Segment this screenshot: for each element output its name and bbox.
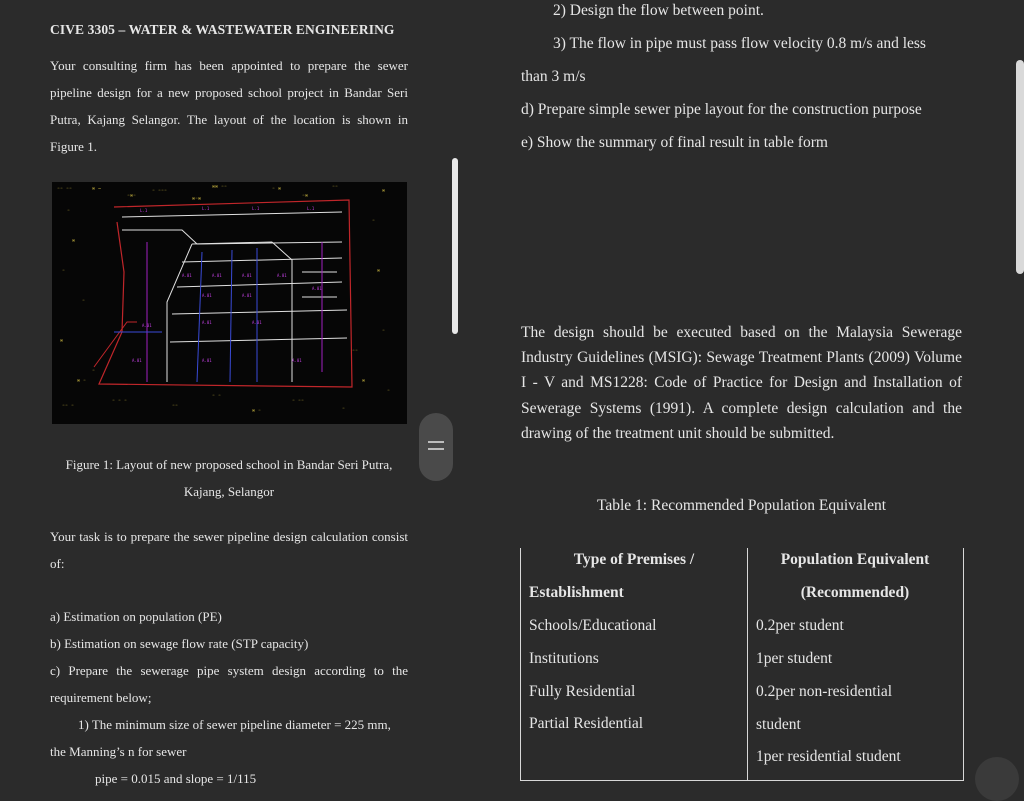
svg-text:A.01: A.01 [292, 358, 302, 363]
table-header-col2-line2: (Recommended) [800, 584, 910, 601]
svg-text:◦◦: ◦◦ [332, 184, 339, 190]
requirement-1-line1: 1) The minimum size of sewer pipeline diameter = 225 mm, [78, 717, 391, 732]
table-cell-pe: 1per residential student [756, 748, 901, 765]
floating-action-button[interactable] [975, 757, 1019, 801]
svg-text:∞: ∞ [60, 338, 64, 344]
requirement-1-line2: the Manning’s n for sewer [50, 744, 187, 759]
svg-text:∞: ∞ [72, 238, 76, 244]
task-item-c: c) Prepare the sewerage pipe system design according to the requirement below; [50, 663, 408, 705]
task-item-b: b) Estimation on sewage flow rate (STP capacity) [50, 636, 309, 651]
svg-text:A.01: A.01 [212, 273, 222, 278]
svg-text:A.01: A.01 [277, 273, 287, 278]
svg-text:A.01: A.01 [252, 320, 262, 325]
svg-text:A.01: A.01 [242, 293, 252, 298]
svg-text:A.01: A.01 [312, 286, 322, 291]
svg-text:∞: ∞ [377, 268, 381, 274]
design-paragraph: The design should be executed based on the Malaysia Sewerage Industry Guidelines (MSIG): Sewage Treatment Plants (2009) Volume I - V and MS1228: Code of Practice for Design and Installation of Sewerage Systems (1991). A complete design calculation and the drawing of the treatment unit should be submitted. [521, 324, 962, 442]
svg-text:◦: ◦ [372, 218, 376, 224]
svg-text:◦◦: ◦◦ [352, 348, 359, 354]
handle-grip-line [428, 448, 444, 450]
svg-text:L.1: L.1 [252, 206, 260, 211]
table-cell-pe: student [756, 716, 801, 733]
svg-text:∞ ◦: ∞ ◦ [252, 408, 262, 414]
svg-text:A.01: A.01 [202, 358, 212, 363]
page-scrollbar-thumb[interactable] [452, 158, 458, 334]
requirement-2: 2) Design the flow between point. [553, 2, 764, 19]
svg-text:◦ ◦ ◦: ◦ ◦ ◦ [112, 398, 128, 404]
table-cell-pe: 0.2per student [756, 617, 844, 634]
svg-text:◦: ◦ [62, 268, 66, 274]
svg-text:◦ ◦◦: ◦ ◦◦ [292, 398, 305, 404]
svg-text:◦: ◦ [382, 328, 386, 334]
svg-text:A.01: A.01 [202, 293, 212, 298]
table-header-col1-line1: Type of Premises / [573, 551, 695, 568]
svg-text:∞∞ ◦◦: ∞∞ ◦◦ [212, 184, 228, 190]
task-list [50, 603, 410, 792]
table-cell-pe: 0.2per non-residential [756, 683, 893, 700]
table-cell-premises: Partial Residential [529, 715, 644, 732]
handle-grip-line [428, 441, 444, 443]
svg-text:◦: ◦ [82, 298, 86, 304]
split-view-handle[interactable] [419, 413, 453, 481]
intro-paragraph: Your consulting firm has been appointed to prepare the sewer pipeline design for a new proposed school project in Bandar Seri Putra, Kajang Selangor. The layout of the location is shown in Figure 1. [50, 58, 408, 154]
requirement-3-line2: than 3 m/s [521, 68, 586, 85]
svg-text:◦ ∞: ◦ ∞ [272, 186, 282, 192]
table-column-divider [747, 548, 748, 780]
requirement-1-line3: pipe = 0.015 and slope = 1/115 [95, 771, 257, 786]
site-layout-drawing [52, 182, 407, 424]
table-cell-premises: Institutions [529, 650, 599, 667]
svg-text:◦: ◦ [387, 388, 391, 394]
figure-caption-line1: Figure 1: Layout of new proposed school in Bandar Seri Putra, [65, 457, 393, 472]
svg-text:∞◦∞: ∞◦∞ [192, 196, 202, 202]
svg-text:L.1: L.1 [307, 206, 315, 211]
svg-text:◦: ◦ [342, 406, 346, 412]
task-item-d: d) Prepare simple sewer pipe layout for the construction purpose [521, 101, 922, 118]
svg-text:◦∞: ◦∞ [302, 193, 309, 199]
table-title: Table 1: Recommended Population Equivalent [596, 497, 887, 514]
document-title: CIVE 3305 – WATER & WASTEWATER ENGINEERING [50, 22, 395, 37]
svg-text:A.01: A.01 [142, 323, 152, 328]
svg-text:∞ ◦: ∞ ◦ [77, 378, 87, 384]
svg-text:◦ ◦◦◦: ◦ ◦◦◦ [152, 188, 168, 194]
svg-text:∞: ∞ [362, 378, 366, 384]
table-cell-pe: 1per student [756, 650, 833, 667]
task-paragraph: Your task is to prepare the sewer pipeline design calculation consist of: [50, 529, 408, 571]
svg-text:◦◦ ◦◦: ◦◦ ◦◦ [57, 186, 73, 192]
svg-text:∞: ∞ [382, 188, 386, 194]
svg-text:L.1: L.1 [202, 206, 210, 211]
svg-text:∞ ∽: ∞ ∽ [92, 186, 102, 192]
svg-text:A.01: A.01 [182, 273, 192, 278]
population-equivalent-table [520, 548, 964, 781]
svg-text:A.01: A.01 [242, 273, 252, 278]
table-cell-premises: Schools/Educational [529, 617, 657, 634]
svg-text:A.01: A.01 [132, 358, 142, 363]
figure-caption [50, 451, 408, 505]
figure-caption-line2: Kajang, Selangor [183, 484, 275, 499]
svg-text:A.01: A.01 [202, 320, 212, 325]
table-header-col2-line1: Population Equivalent [780, 551, 930, 568]
svg-text:◦ ◦: ◦ ◦ [212, 393, 222, 399]
svg-text:L.1: L.1 [140, 208, 148, 213]
right-scrollbar-thumb[interactable] [1016, 60, 1024, 274]
requirement-3-line1: 3) The flow in pipe must pass flow velocity 0.8 m/s and less [553, 35, 926, 52]
svg-text:◦: ◦ [67, 208, 71, 214]
svg-text:◦: ◦ [92, 368, 96, 374]
table-cell-premises: Fully Residential [529, 683, 636, 700]
svg-text:◦◦ ◦: ◦◦ ◦ [62, 403, 75, 409]
table-header-col1-line2: Establishment [529, 584, 624, 601]
task-item-a: a) Estimation on population (PE) [50, 609, 222, 624]
svg-text:◦◦: ◦◦ [172, 403, 179, 409]
task-item-e: e) Show the summary of final result in table form [521, 134, 828, 151]
svg-text:◦∞◦: ◦∞◦ [127, 193, 137, 199]
site-layout-figure [52, 182, 407, 424]
